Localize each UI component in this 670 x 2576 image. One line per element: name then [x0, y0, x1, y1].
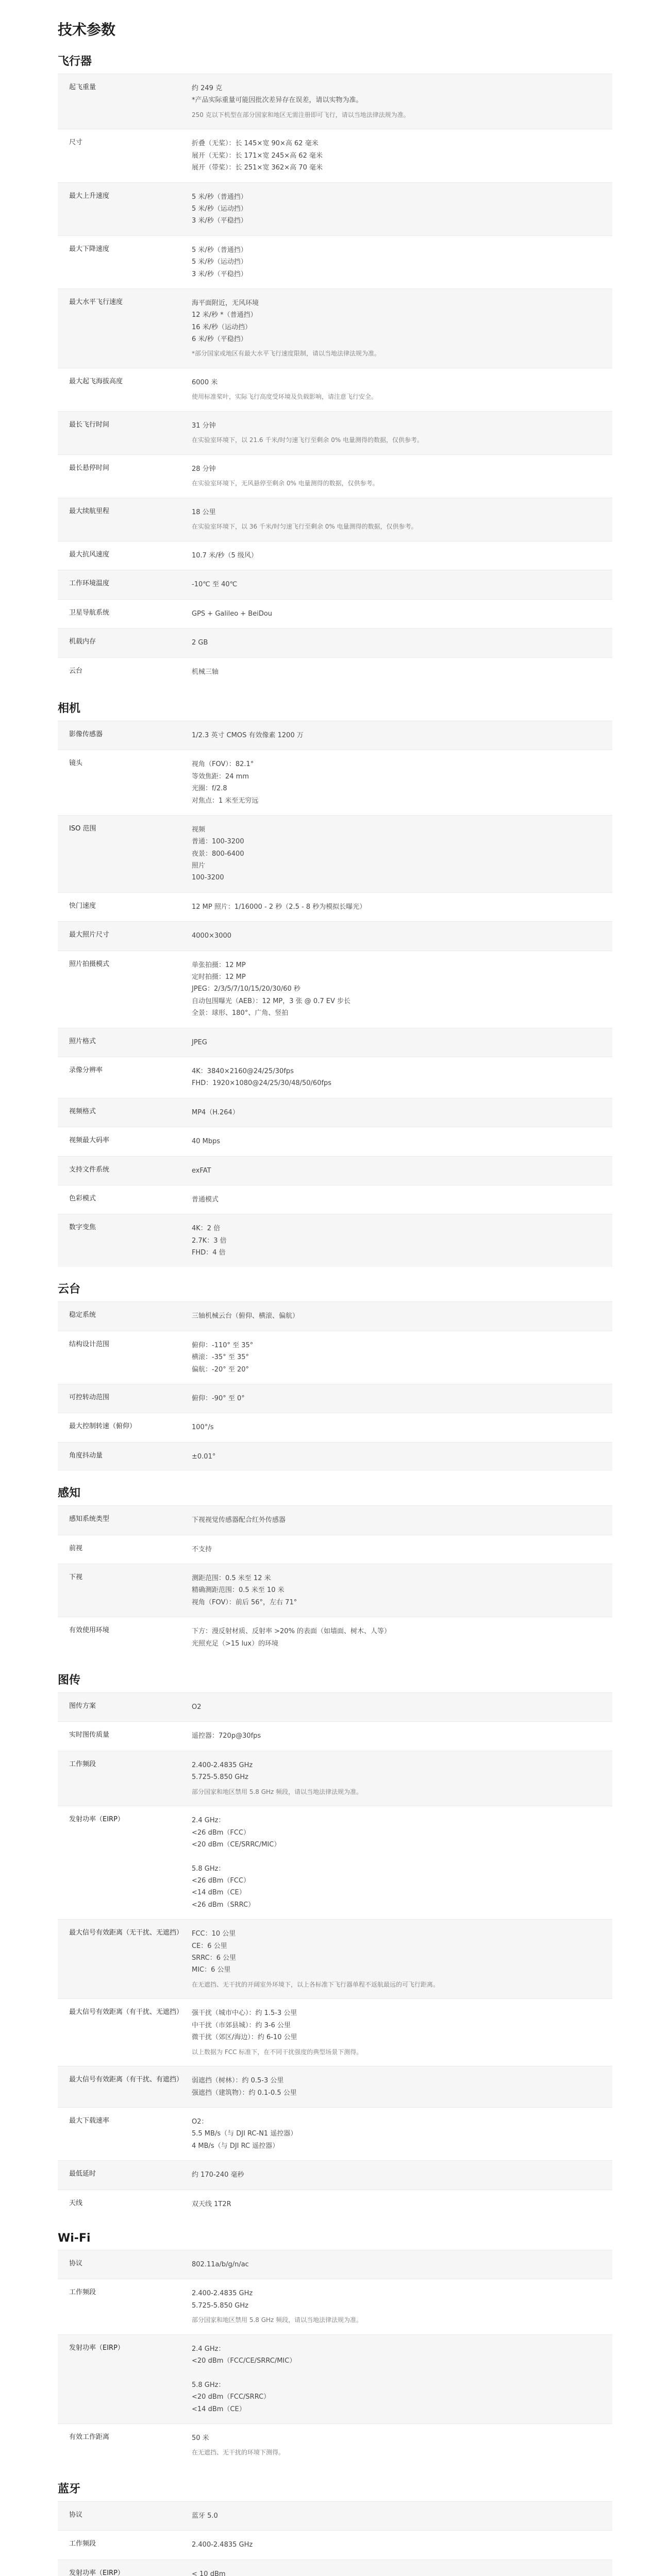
spec-row [58, 1384, 612, 1413]
spec-row [58, 2250, 612, 2279]
spec-label: 工作频段 [69, 2289, 96, 2297]
spec-note: 250 克以下机型在部分国家和地区无需注册即可飞行，请以当地法律法规为准。 [192, 111, 410, 118]
spec-row [58, 1617, 612, 1658]
spec-value [187, 750, 612, 815]
spec-value-text: 双天线 1T2R [192, 2200, 231, 2208]
spec-label: 协议 [69, 2511, 83, 2519]
spec-value-text: 1/2.3 英寸 CMOS 有效像素 1200 万 [192, 731, 304, 739]
spec-row [58, 1185, 612, 1214]
spec-label: 角度抖动量 [69, 1451, 103, 1460]
spec-row [58, 2066, 612, 2107]
spec-value-text: 2.400-2.4835 GHz 5.725-5.850 GHz [192, 1761, 253, 1782]
spec-row [58, 182, 612, 235]
spec-value-text: 31 分钟 [192, 422, 216, 430]
spec-value-text: 三轴机械云台（俯仰、横滚、偏航） [192, 1312, 299, 1320]
spec-value [187, 2250, 612, 2279]
spec-row [58, 599, 612, 628]
spec-row [58, 2190, 612, 2218]
spec-label: 快门速度 [69, 902, 96, 910]
spec-label: 最大下载速率 [69, 2116, 110, 2125]
spec-row [58, 1998, 612, 2066]
spec-value [187, 368, 612, 411]
spec-row [58, 2530, 612, 2559]
spec-value [187, 1413, 612, 1442]
spec-label: 工作环境温度 [69, 580, 110, 588]
spec-value [187, 1506, 612, 1534]
spec-row [58, 2107, 612, 2160]
spec-value [187, 629, 612, 657]
spec-label: 最大水平飞行速度 [69, 298, 123, 306]
spec-label: 起飞重量 [69, 83, 96, 91]
spec-value [187, 1331, 612, 1384]
spec-value-text: 蓝牙 5.0 [192, 2512, 218, 2520]
section-title: 图传 [58, 1673, 81, 1687]
spec-value-text: 俯仰：-90° 至 0° [192, 1395, 245, 1403]
spec-label: 最大控制转速（俯仰） [69, 1422, 137, 1431]
spec-row [58, 1214, 612, 1267]
spec-value [187, 1185, 612, 1214]
spec-row [58, 1098, 612, 1127]
section-title: 云台 [58, 1283, 81, 1296]
spec-value [187, 1806, 612, 1919]
spec-note: 在实验室环境下，以 21.6 千米/时匀速飞行至剩余 0% 电量测得的数据，仅供参考。 [192, 436, 424, 444]
spec-value-text: 18 公里 [192, 509, 216, 516]
spec-value [187, 2279, 612, 2334]
spec-value-text: O2 [192, 1703, 202, 1711]
spec-row [58, 1505, 612, 1534]
spec-note: 在无遮挡、无干扰的环境下测得。 [192, 2449, 285, 2456]
spec-value [187, 1564, 612, 1617]
spec-label: 有效使用环境 [69, 1626, 110, 1635]
spec-value [187, 289, 612, 368]
spec-label: 照片格式 [69, 1037, 96, 1045]
spec-value [187, 1214, 612, 1267]
spec-value [187, 412, 612, 454]
spec-value-text: 下视视觉传感器配合红外传感器 [192, 1516, 286, 1524]
spec-label: 可控转动范围 [69, 1394, 110, 1402]
spec-label: 工作频段 [69, 2540, 96, 2548]
spec-label: 结构设计范围 [69, 1340, 110, 1348]
spec-section [58, 2232, 612, 2467]
spec-value-text: 下方：漫反射材质、反射率 >20% 的表面（如墙面、树木、人等） 光照充足（>15 lux）的环境 [192, 1628, 391, 1648]
spec-value-text: GPS + Galileo + BeiDou [192, 609, 273, 618]
spec-label: 感知系统类型 [69, 1515, 110, 1523]
spec-value-text: 2.400-2.4835 GHz 5.725-5.850 GHz [192, 2290, 253, 2310]
spec-value-text: 802.11a/b/g/n/ac [192, 2260, 249, 2268]
spec-value-text: 2.400-2.4835 GHz [192, 2541, 253, 2549]
spec-row [58, 411, 612, 454]
spec-row [58, 1692, 612, 1721]
spec-label: 录像分辨率 [69, 1066, 103, 1074]
spec-value-text: -10℃ 至 40℃ [192, 581, 238, 589]
spec-value [187, 498, 612, 541]
spec-value-text: 强干扰（城市中心）：约 1.5-3 公里 中干扰（市郊县城）：约 3-6 公里 微干扰（郊区/海边）：约 6-10 公里 [192, 2009, 297, 2042]
spec-note: 部分国家和地区禁用 5.8 GHz 频段，请以当地法律法规为准。 [192, 1788, 363, 1795]
spec-value [187, 455, 612, 498]
section-title: Wi-Fi [58, 2231, 91, 2245]
spec-row [58, 1057, 612, 1098]
spec-value [187, 2424, 612, 2467]
spec-value-text: JPEG [192, 1038, 207, 1046]
spec-row [58, 1919, 612, 1998]
spec-value-text: FCC：10 公里 CE：6 公里 SRRC：6 公里 MIC：6 公里 [192, 1930, 237, 1974]
spec-row [58, 454, 612, 498]
spec-note: 以上数据为 FCC 标准下，在不同干扰强度的典型场景下测得。 [192, 2048, 363, 2056]
spec-note: 在无遮挡、无干扰的开阔室外环境下，以上各标准下飞行器单程不返航最远的可飞行距离。 [192, 1980, 440, 1988]
spec-label: 最长悬停时间 [69, 464, 110, 472]
spec-row [58, 129, 612, 182]
spec-label: 发射功率（EIRP） [69, 2344, 124, 2352]
section-title: 感知 [58, 1487, 81, 1500]
spec-value [187, 1920, 612, 1998]
spec-row [58, 750, 612, 815]
spec-value-text: 视频 普通：100-3200 夜景：800-6400 照片 100-3200 [192, 825, 244, 882]
spec-value [187, 1028, 612, 1057]
spec-label: 最大续航里程 [69, 507, 110, 515]
spec-value-text: 机械三轴 [192, 668, 219, 676]
section-title: 相机 [58, 702, 81, 715]
spec-label: 协议 [69, 2259, 83, 2267]
spec-row [58, 2501, 612, 2530]
spec-row [58, 1564, 612, 1617]
spec-label: 影像传感器 [69, 730, 103, 738]
spec-value-text: 约 170-240 毫秒 [192, 2171, 244, 2179]
spec-row [58, 892, 612, 921]
spec-row [58, 1028, 612, 1057]
spec-value-text: 2 GB [192, 639, 208, 647]
spec-row [58, 628, 612, 657]
spec-label: 图传方案 [69, 1702, 96, 1710]
spec-value-text: O2： 5.5 MB/s（与 DJI RC-N1 遥控器） 4 MB/s（与 DJI RC 遥控器） [192, 2117, 297, 2150]
spec-value [187, 600, 612, 628]
spec-note: 在实验室环境下，无风悬停至剩余 0% 电量测得的数据，仅供参考。 [192, 480, 379, 487]
spec-row [58, 2424, 612, 2467]
spec-row [58, 1156, 612, 1185]
spec-value-text: 海平面附近，无风环境 12 米/秒 *（普通挡） 16 米/秒（运动挡） 6 米/秒（平稳挡） [192, 299, 259, 344]
spec-row [58, 2279, 612, 2334]
spec-value-text: 4K：2 倍 2.7K：3 倍 FHD：4 倍 [192, 1225, 227, 1257]
spec-label: 最大信号有效距离（无干扰、无遮挡） [69, 1929, 183, 1937]
spec-value [187, 2108, 612, 2160]
spec-row [58, 1751, 612, 1806]
spec-value-text: 弱遮挡（树林）：约 0.5-3 公里 强遮挡（建筑物）：约 0.1-0.5 公里 [192, 2077, 297, 2097]
spec-section [58, 53, 612, 686]
spec-section [58, 1484, 612, 1658]
spec-note: 部分国家和地区禁用 5.8 GHz 频段，请以当地法律法规为准。 [192, 2316, 363, 2324]
spec-label: 镜头 [69, 759, 83, 768]
spec-value [187, 2531, 612, 2559]
spec-value-text: 6000 米 [192, 379, 218, 387]
spec-value [187, 1999, 612, 2066]
spec-label: 有效工作距离 [69, 2433, 110, 2441]
spec-value-text: exFAT [192, 1166, 211, 1175]
spec-label: 视频格式 [69, 1107, 96, 1115]
spec-value-text: 单张拍摄：12 MP 定时拍摄：12 MP JPEG：2/3/5/7/10/15/20/30/60 秒 自动包围曝光（AEB）：12 MP，3 张 @ 0.7 EV 步长 全景：球形、180°、广角、竖拍 [192, 961, 350, 1018]
spec-value [187, 1157, 612, 1185]
spec-value [187, 816, 612, 892]
spec-value-text: 约 249 克 *产品实际重量可能因批次差异存在误差，请以实物为准。 [192, 84, 363, 105]
spec-label: 机载内存 [69, 638, 96, 646]
spec-value-text: 50 米 [192, 2434, 209, 2442]
spec-section [58, 1280, 612, 1471]
spec-label: 视频最大码率 [69, 1137, 110, 1145]
spec-value-text: 12 MP 照片：1/16000 - 2 秒（2.5 - 8 秒为模拟长曝光） [192, 903, 366, 911]
spec-value [187, 658, 612, 686]
spec-row [58, 1806, 612, 1919]
spec-section [58, 700, 612, 1267]
spec-value [187, 1127, 612, 1156]
spec-note: 使用标准桨叶，实际飞行高度受环境及负载影响，请注意飞行安全。 [192, 393, 378, 401]
spec-value [187, 2161, 612, 2189]
spec-note: 在实验室环境下，以 36 千米/时匀速飞行至剩余 0% 电量测得的数据，仅供参考。 [192, 523, 417, 531]
spec-label: 照片拍摄模式 [69, 960, 110, 968]
spec-value-text: 5 米/秒（普通挡） 5 米/秒（运动挡） 3 米/秒（平稳挡） [192, 246, 247, 278]
spec-note: *部分国家或地区有最大水平飞行速度限制，请以当地法律法规为准。 [192, 350, 381, 358]
spec-row [58, 2160, 612, 2189]
spec-label: 卫星导航系统 [69, 608, 110, 617]
spec-label: 最大下降速度 [69, 245, 110, 253]
spec-value-text: < 10 dBm [192, 2570, 226, 2576]
spec-label: 最大照片尺寸 [69, 931, 110, 939]
spec-label: 数字变焦 [69, 1224, 96, 1232]
spec-value [187, 2502, 612, 2530]
spec-section [58, 2480, 612, 2576]
spec-label: ISO 范围 [69, 824, 96, 833]
spec-value-text: 视角（FOV）：82.1° 等效焦距：24 mm 光圈：f/2.8 对焦点：1 米至无穷远 [192, 760, 259, 805]
spec-row [58, 721, 612, 750]
spec-row [58, 289, 612, 368]
spec-value-text: 测距范围：0.5 米至 12 米 精确测距范围：0.5 米至 10 米 视角（FOV）：前后 56°，左右 71° [192, 1574, 297, 1606]
spec-label: 支持文件系统 [69, 1165, 110, 1174]
spec-value [187, 1302, 612, 1330]
spec-section [58, 1671, 612, 2218]
spec-value-text: 2.4 GHz： <26 dBm（FCC） <20 dBm（CE/SRRC/MIC） 5.8 GHz： <26 dBm（FCC） <14 dBm（CE） <26 dBm（SRRC） [192, 1817, 281, 1909]
spec-label: 色彩模式 [69, 1194, 96, 1202]
spec-value [187, 1098, 612, 1127]
spec-label: 发射功率（EIRP） [69, 2569, 124, 2576]
spec-value-text: 100°/s [192, 1423, 214, 1432]
spec-row [58, 2334, 612, 2424]
spec-row [58, 1413, 612, 1442]
spec-label: 最长飞行时间 [69, 421, 110, 429]
spec-label: 最大抗风速度 [69, 550, 110, 558]
spec-label: 实时图传质量 [69, 1731, 110, 1739]
spec-label: 最大信号有效距离（有干扰、无遮挡） [69, 2008, 183, 2016]
spec-value [187, 2560, 612, 2576]
spec-row [58, 235, 612, 289]
spec-value-text: 普通模式 [192, 1195, 219, 1204]
spec-row [58, 570, 612, 599]
spec-value [187, 1057, 612, 1098]
spec-label: 稳定系统 [69, 1311, 96, 1319]
spec-value [187, 2335, 612, 2424]
spec-value [187, 1535, 612, 1564]
spec-row [58, 1331, 612, 1384]
spec-row [58, 951, 612, 1028]
spec-label: 天线 [69, 2199, 83, 2207]
spec-sections [58, 53, 612, 2576]
spec-value [187, 1384, 612, 1413]
spec-row [58, 921, 612, 950]
spec-value [187, 74, 612, 129]
spec-value [187, 2066, 612, 2107]
spec-value [187, 893, 612, 921]
spec-value [187, 2190, 612, 2218]
spec-row [58, 1535, 612, 1564]
spec-row [58, 498, 612, 541]
spec-value [187, 1617, 612, 1658]
section-title: 飞行器 [58, 55, 92, 68]
spec-value-text: 折叠（无桨）：长 145×宽 90×高 62 毫米 展开（无桨）：长 171×宽 245×高 62 毫米 展开（带桨）：长 251×宽 362×高 70 毫米 [192, 140, 323, 172]
spec-label: 云台 [69, 667, 83, 675]
spec-value-text: 4000×3000 [192, 932, 232, 940]
spec-value-text: 2.4 GHz： <20 dBm（FCC/CE/SRRC/MIC） 5.8 GHz： <20 dBm（FCC/SRRC） <14 dBm（CE） [192, 2345, 296, 2413]
spec-label: 下视 [69, 1573, 83, 1581]
spec-value-text: 俯仰：-110° 至 35° 横滚：-35° 至 35° 偏航：-20° 至 20° [192, 1341, 254, 1374]
spec-label: 最低延时 [69, 2170, 96, 2178]
spec-value-text: 遥控器：720p@30fps [192, 1732, 261, 1740]
spec-value [187, 1722, 612, 1750]
spec-row [58, 1442, 612, 1471]
spec-value [187, 129, 612, 182]
spec-value-text: 40 Mbps [192, 1138, 221, 1146]
spec-row [58, 1301, 612, 1330]
spec-value-text: 4K：3840×2160@24/25/30fps FHD：1920×1080@24/25/30/48/50/60fps [192, 1067, 332, 1088]
spec-label: 最大上升速度 [69, 192, 110, 200]
spec-value [187, 721, 612, 750]
spec-row [58, 2560, 612, 2576]
spec-value [187, 1693, 612, 1721]
spec-row [58, 74, 612, 129]
spec-value [187, 1443, 612, 1471]
spec-label: 发射功率（EIRP） [69, 1816, 124, 1824]
spec-value [187, 236, 612, 289]
spec-value-text: 28 分钟 [192, 465, 216, 473]
spec-value [187, 570, 612, 599]
spec-label: 尺寸 [69, 139, 83, 147]
spec-label: 工作频段 [69, 1760, 96, 1768]
spec-row [58, 368, 612, 411]
section-title: 蓝牙 [58, 2482, 81, 2496]
spec-row [58, 1127, 612, 1156]
spec-value [187, 1751, 612, 1806]
spec-value-text: 5 米/秒（普通挡） 5 米/秒（运动挡） 3 米/秒（平稳挡） [192, 193, 247, 225]
spec-value [187, 541, 612, 570]
spec-value-text: 不支持 [192, 1545, 212, 1553]
spec-row [58, 657, 612, 686]
spec-label: 前视 [69, 1544, 83, 1552]
spec-value [187, 951, 612, 1028]
spec-value [187, 183, 612, 235]
page-title: 技术参数 [58, 21, 116, 38]
spec-value-text: 10.7 米/秒（5 级风） [192, 551, 258, 560]
spec-row [58, 815, 612, 892]
spec-label: 最大信号有效距离（有干扰、有遮挡） [69, 2076, 183, 2084]
spec-value [187, 922, 612, 950]
spec-row [58, 541, 612, 570]
spec-row [58, 1721, 612, 1750]
spec-value-text: ±0.01° [192, 1452, 216, 1461]
spec-value-text: MP4（H.264） [192, 1108, 239, 1116]
spec-label: 最大起飞海拔高度 [69, 378, 123, 386]
